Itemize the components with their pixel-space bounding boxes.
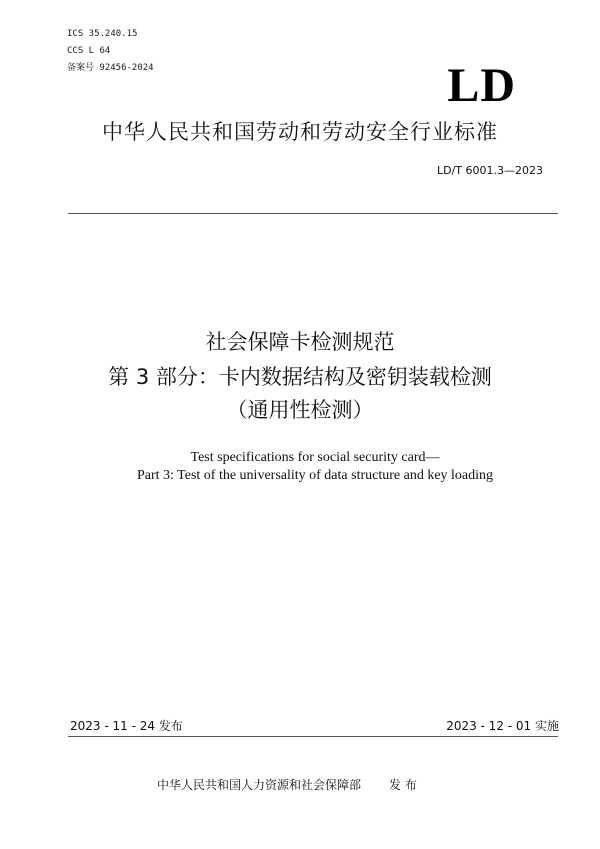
filing-number: 备案号 92456-2024 [67,63,154,73]
title-en-line-2: Part 3: Test of the universality of data structure and key loading [136,468,494,483]
standard-logo: LD [447,59,516,112]
ccs-code: CCS L 64 [67,46,111,56]
ics-code: ICS 35.240.15 [67,29,138,39]
title-cn-line-3: （通用性检测） [226,398,374,422]
issuer-line [157,777,417,793]
standard-category-title: 中华人民共和国劳动和劳动安全行业标准 [102,120,498,144]
top-divider [68,213,558,214]
title-en-line-1: Test specifications for social security card— [190,450,440,465]
standard-number: LD/T 6001.3—2023 [436,164,543,177]
implementation-date: 2023 - 12 - 01 实施 [446,719,559,733]
issuer-name: 中华人民共和国人力资源和社会保障部 [157,778,362,792]
issue-date: 2023 - 11 - 24 发布 [70,719,183,733]
title-cn-line-2: 第 3 部分：卡内数据结构及密钥装载检测 [108,365,492,389]
title-cn-line-1: 社会保障卡检测规范 [205,330,395,354]
bottom-divider [68,736,558,737]
issue-action: 发 布 [389,778,417,792]
